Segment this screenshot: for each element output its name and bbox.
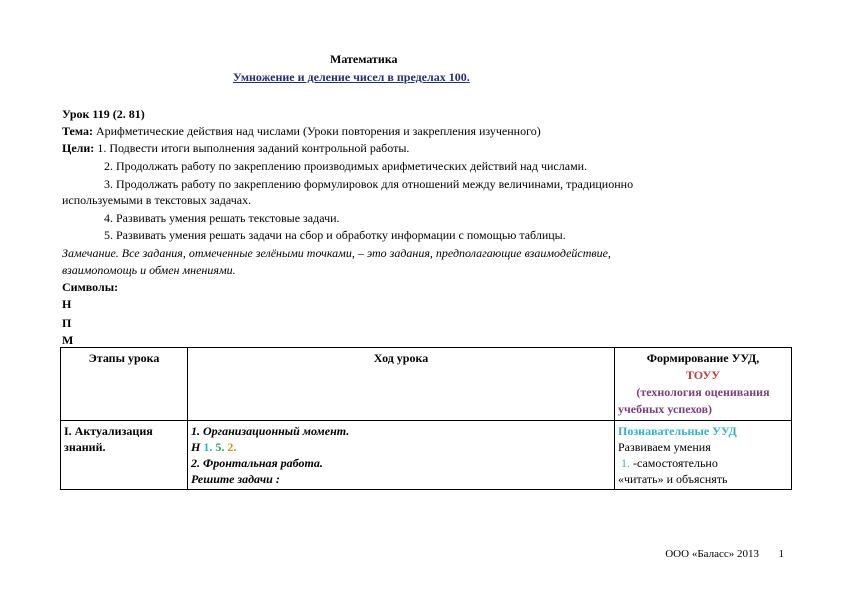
lesson-theme: [62, 124, 541, 138]
footer-page-number: 1: [778, 548, 784, 560]
symbol-m: М: [62, 333, 74, 347]
uud-title: Познавательные УУД: [618, 424, 737, 438]
topic-title: Умножение и деление чисел в пределах 100.: [233, 70, 470, 84]
symbol-p: П: [62, 316, 72, 330]
uud-line-2: [618, 455, 788, 471]
table-header-row: [61, 348, 792, 421]
lesson-table: [60, 347, 792, 490]
header-uud-line-1: Формирование УУД,: [646, 351, 760, 365]
course-n-3: 2.: [227, 440, 237, 454]
note-line-2: взаимопомощь и обмен мнениями.: [62, 263, 236, 277]
goals-label: Цели:: [62, 141, 95, 155]
course-symbols-line: [191, 439, 611, 455]
course-item-2: 2. Фронтальная работа.: [191, 456, 323, 470]
lesson-number: Урок 119 (2. 81): [62, 107, 145, 121]
uud-line-3: «читать» и объяснять: [618, 472, 728, 486]
row1-uud: [615, 421, 792, 490]
goal-1: 1. Подвести итоги выполнения заданий контрольной работы.: [94, 141, 410, 155]
course-n-1: 1.: [203, 440, 213, 454]
header-uud-line-4: учебных успехов): [618, 402, 713, 416]
row1-stage-line-1: I. Актуализация: [64, 424, 153, 438]
row1-stage-line-2: знаний.: [64, 440, 106, 454]
table-row: [61, 421, 792, 490]
theme-text: Арифметические действия над числами (Уроки повторения и закрепления изученного): [92, 124, 541, 138]
subject-title: Математика: [330, 52, 398, 66]
row1-stage: [61, 421, 188, 490]
symbols-label: Символы:: [62, 280, 119, 294]
footer-company: ООО «Баласс» 2013: [665, 548, 759, 560]
goals-line-1: [62, 141, 409, 155]
course-n-label: Н: [191, 440, 201, 454]
header-course-label: Ход урока: [373, 351, 429, 365]
footer: [665, 548, 784, 560]
goal-3b: используемыми в текстовых задачах.: [62, 193, 252, 207]
note-line-1: Замечание. Все задания, отмеченные зелёными точками, – это задания, предполагающие взаимодействие,: [62, 246, 611, 260]
row1-course: [188, 421, 615, 490]
theme-label: Тема:: [62, 124, 93, 138]
goal-4: 4. Развивать умения решать текстовые задачи.: [104, 211, 340, 225]
goal-2: 2. Продолжать работу по закреплению производимых арифметических действий над числами.: [104, 159, 588, 173]
header-uud-line-2: ТОУУ: [685, 368, 721, 382]
goal-3a: 3. Продолжать работу по закреплению формулировок для отношений между величинами, традиционно: [104, 177, 634, 191]
header-uud: [615, 348, 792, 421]
symbol-n: Н: [62, 297, 72, 311]
header-stages-label: Этапы урока: [88, 351, 160, 365]
header-stages: [61, 348, 188, 421]
uud-num: 1.: [621, 456, 630, 470]
goal-5: 5. Развивать умения решать задачи на сбор и обработку информации с помощью таблицы.: [104, 228, 566, 242]
header-uud-line-3: (технология оценивания: [636, 385, 770, 399]
uud-line-1: Развиваем умения: [618, 440, 711, 454]
header-course: [188, 348, 615, 421]
course-item-3: Решите задачи :: [191, 472, 280, 486]
course-n-2: 5.: [215, 440, 225, 454]
course-item-1: 1. Организационный момент.: [191, 424, 350, 438]
uud-line-2-text: -самостоятельно: [630, 456, 718, 470]
